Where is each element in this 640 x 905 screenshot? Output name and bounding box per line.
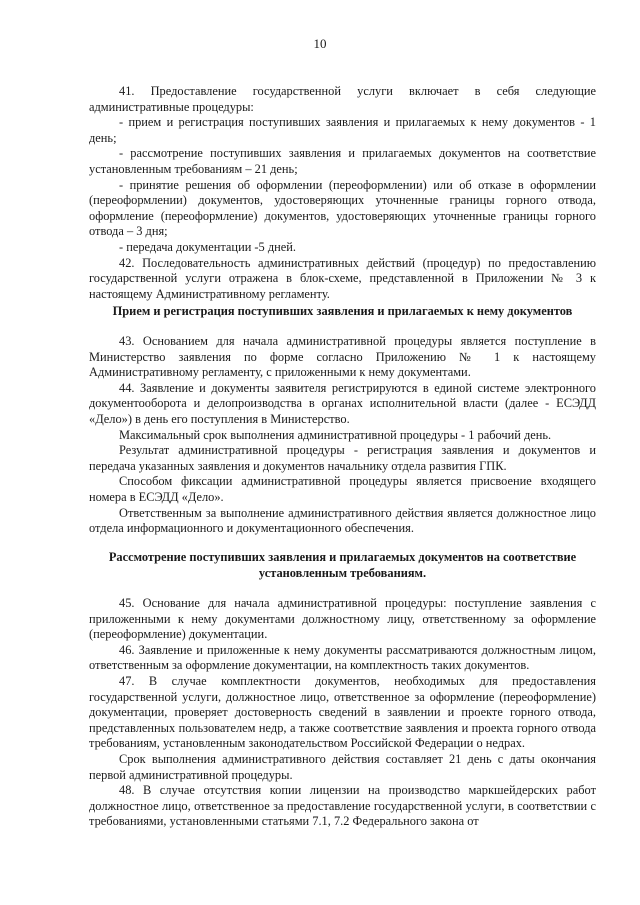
paragraph-46: 46. Заявление и приложенные к нему документы рассматриваются должностным лицом, ответственным за оформление документации, на комплектность таких документов. [89,642,596,673]
paragraph-result: Результат административной процедуры - регистрация заявления и документов и передача указанных заявления и документов начальнику отдела развития ГПК. [89,443,596,473]
paragraph-41-item-1: - прием и регистрация поступивших заявления и прилагаемых к нему документов - 1 день; [89,115,596,145]
paragraph-48: 48. В случае отсутствия копии лицензии на производство маркшейдерских работ должностное лицо, ответственное за предоставление государственной услуги, в соответствии с требованиями, установленными статьями 7.1, 7.2 Федерального закона от [89,783,596,829]
section-heading-review-line-1: Рассмотрение поступивших заявления и прилагаемых документов на соответствие [108,550,577,564]
section-heading-review [89,550,596,581]
paragraph-45: 45. Основание для начала административной процедуры: поступление заявления с приложенными к нему документами должностному лицу, ответственному за оформление (переоформление) документации. [89,596,596,642]
paragraph-41-item-3: - принятие решения об оформлении (переоформлении) или об отказе в оформлении (переоформлении) документов, удостоверяющих уточненные границы горного отвода, оформление (переоформление) документов, удостоверяющих уточненные границы горного отвода – 3 дня; [89,177,596,239]
paragraph-responsible: Ответственным за выполнение административного действия является должностное лицо отдела информационного и документационного обеспечения. [89,505,596,536]
paragraph-term: Срок выполнения административного действия составляет 21 день с даты окончания первой административной процедуры. [89,751,596,782]
paragraph-47: 47. В случае комплектности документов, необходимых для предоставления государственной услуги, должностное лицо, ответственное за оформление (переоформление) документации, проверяет достоверность сведений в заявлении и проекте горного отвода, представленных пользователем недр, а также соответствие заявления и проекта горного отвода требованиям, установленным законодательством Российской Федерации о недрах. [89,673,596,751]
paragraph-max-term: Максимальный срок выполнения административной процедуры - 1 рабочий день. [119,427,552,442]
section-heading-review-line-2: установленным требованиям. [258,565,427,580]
paragraph-41-item-4: - передача документации -5 дней. [119,239,297,254]
paragraph-44: 44. Заявление и документы заявителя регистрируются в единой системе электронного документооборота и делопроизводства в органах исполнительной власти (далее - ЕСЭДД «Дело») в день его поступления в Министерство. [89,380,596,426]
paragraph-41-item-2: - рассмотрение поступивших заявления и прилагаемых документов на соответствие установленным требованиям – 21 день; [89,146,596,176]
page-number: 10 [313,36,327,51]
paragraph-fixation: Способом фиксации административной процедуры является присвоение входящего номера в ЕСЭДД «Дело». [89,474,596,504]
paragraph-43: 43. Основанием для начала административной процедуры является поступление в Министерство заявления по форме согласно Приложению № 1 к настоящему Административному регламенту, с приложенными к нему документами. [89,334,596,380]
paragraph-42: 42. Последовательность административных действий (процедур) по предоставлению государственной услуги отражена в блок-схеме, представленной в Приложении № 3 к настоящему Административному регламенту. [89,255,596,301]
section-41-42 [89,84,596,302]
paragraph-41-intro: 41. Предоставление государственной услуги включает в себя следующие административные процедуры: [89,84,596,114]
section-review-body [89,596,596,830]
section-heading-reception: Прием и регистрация поступивших заявления и прилагаемых к нему документов [112,304,573,318]
section-reception-body [89,334,596,537]
